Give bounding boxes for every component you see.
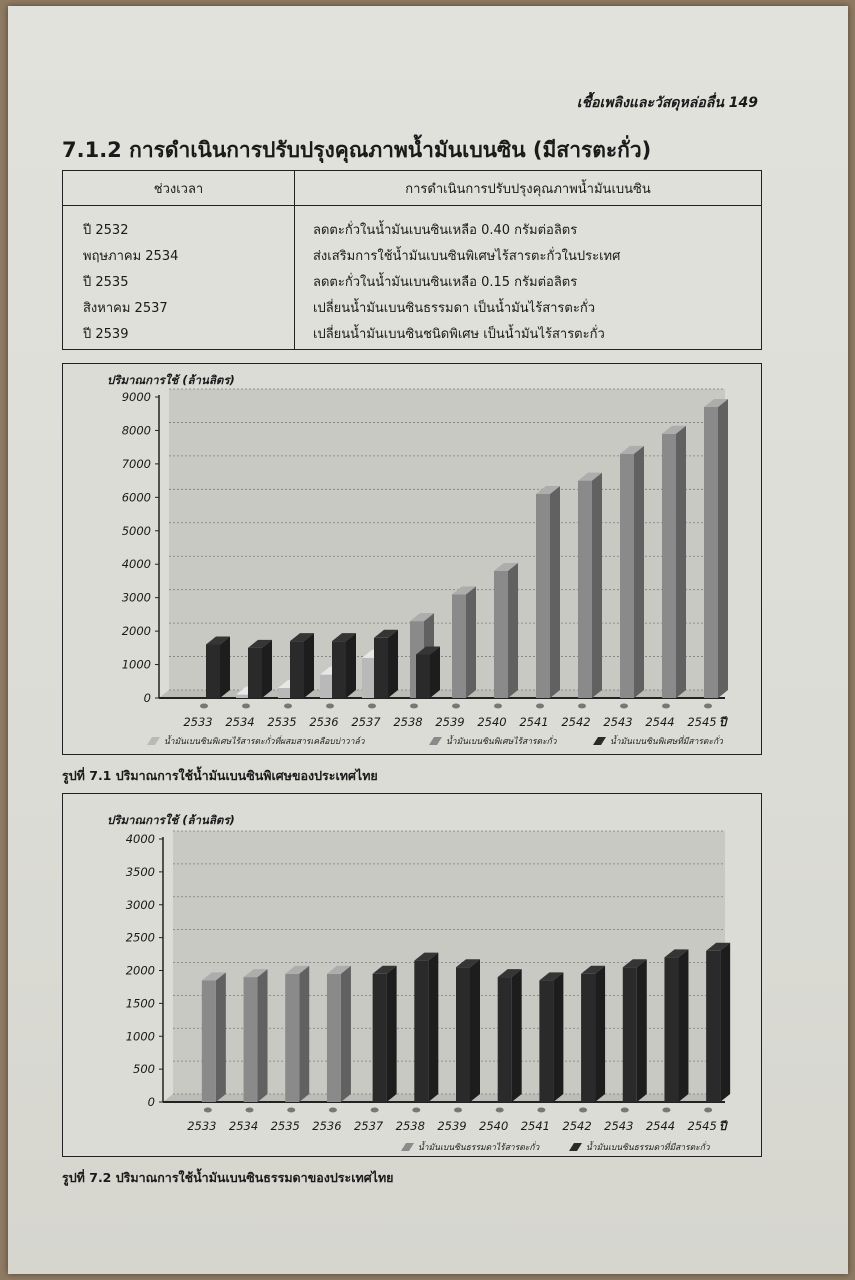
bar: [362, 658, 376, 698]
bar: [494, 571, 508, 698]
header-period: ช่วงเวลา: [63, 171, 295, 205]
section-title: 7.1.2 การดำเนินการปรับปรุงคุณภาพน้ำมันเบนซิน (มีสารตะกั่ว): [62, 138, 652, 162]
x-tick-label: 2536: [309, 715, 339, 729]
legend-swatch: [147, 737, 160, 745]
period-cell: สิงหาคม 2537: [83, 301, 168, 316]
y-tick-label: 500: [133, 1062, 155, 1077]
x-tick-label: 2542: [562, 1119, 592, 1133]
y-tick-label: 3000: [121, 590, 151, 605]
x-tick-label: 2533: [187, 1119, 217, 1133]
running-head: เชื้อเพลิงและวัสดุหล่อลื่น 149: [576, 95, 758, 111]
bar: [456, 967, 470, 1102]
bar: [202, 980, 216, 1102]
x-tick-label: 2545: [687, 715, 717, 729]
bar: [623, 967, 637, 1102]
period-cell: ปี 2539: [83, 327, 129, 342]
bar-side: [718, 399, 728, 698]
legend-swatch: [593, 737, 606, 745]
bar: [278, 688, 292, 698]
base-marker: [704, 1108, 712, 1113]
bar: [327, 974, 341, 1102]
x-tick-label: 2540: [479, 1119, 509, 1133]
bar-side: [430, 647, 440, 698]
bar-side: [678, 949, 688, 1102]
base-marker: [537, 1108, 545, 1113]
bar: [285, 974, 299, 1102]
base-marker: [329, 1108, 337, 1113]
action-cell: ส่งเสริมการใช้น้ำมันเบนซินพิเศษไร้สารตะกั่วในประเทศ: [313, 249, 621, 264]
x-tick-label: 2542: [561, 715, 591, 729]
bar: [290, 641, 304, 698]
action-cell: ลดตะกั่วในน้ำมันเบนซินเหลือ 0.40 กรัมต่อลิตร: [313, 223, 578, 238]
x-axis-label: ปี: [719, 1119, 727, 1133]
period-cell: ปี 2535: [83, 275, 129, 290]
y-axis-label: ปริมาณการใช้ (ล้านลิตร): [107, 373, 235, 387]
timeline-body: [63, 206, 761, 350]
legend-swatch: [429, 737, 442, 745]
x-tick-label: 2535: [267, 715, 297, 729]
y-tick-label: 6000: [121, 490, 151, 505]
bar-side: [637, 959, 647, 1102]
bar-side: [550, 486, 560, 698]
bar: [332, 641, 346, 698]
y-tick-label: 1500: [125, 996, 155, 1011]
bar: [620, 454, 634, 698]
chart-premium-svg: [63, 364, 763, 756]
x-tick-label: 2543: [603, 715, 633, 729]
bar: [248, 648, 262, 698]
bar-side: [299, 966, 309, 1102]
legend-label: น้ำมันเบนซินพิเศษไร้สารตะกั่ว: [446, 737, 557, 747]
base-marker: [410, 704, 418, 709]
bar: [452, 594, 466, 698]
x-tick-label: 2540: [477, 715, 507, 729]
chart-premium-gasoline: [62, 363, 762, 755]
period-cell: พฤษภาคม 2534: [83, 249, 179, 264]
base-marker: [621, 1108, 629, 1113]
bar-side: [346, 633, 356, 698]
bar-side: [387, 966, 397, 1102]
x-tick-label: 2541: [520, 1119, 551, 1133]
y-tick-label: 3500: [125, 864, 155, 879]
bar-side: [512, 969, 522, 1102]
bar: [244, 977, 258, 1102]
base-marker: [200, 704, 208, 709]
bar: [320, 675, 334, 698]
action-cell: เปลี่ยนน้ำมันเบนซินชนิดพิเศษ เป็นน้ำมันไร้สารตะกั่ว: [313, 327, 605, 342]
x-tick-label: 2538: [393, 715, 423, 729]
base-marker: [496, 1108, 504, 1113]
header-action: การดำเนินการปรับปรุงคุณภาพน้ำมันเบนซิน: [405, 181, 651, 197]
base-marker: [620, 704, 628, 709]
y-tick-label: 4000: [125, 832, 155, 846]
x-axis-label: ปี: [719, 715, 727, 729]
legend-swatch: [569, 1143, 582, 1151]
timeline-header-row: [63, 171, 761, 206]
base-marker: [284, 704, 292, 709]
bar: [374, 638, 388, 698]
x-tick-label: 2534: [228, 1119, 259, 1133]
base-marker: [704, 704, 712, 709]
action-cell: ลดตะกั่วในน้ำมันเบนซินเหลือ 0.15 กรัมต่อลิตร: [313, 275, 578, 290]
timeline-table: [62, 170, 762, 350]
action-column: [295, 206, 761, 350]
bar: [536, 494, 550, 698]
bar: [662, 434, 676, 698]
base-marker: [204, 1108, 212, 1113]
y-tick-label: 7000: [121, 456, 151, 471]
period-cell: ปี 2532: [83, 223, 129, 238]
bar-side: [676, 426, 686, 698]
period-column: [63, 206, 295, 350]
figure1-caption: รูปที่ 7.1 ปริมาณการใช้น้ำมันเบนซินพิเศษของประเทศไทย: [62, 768, 378, 783]
bar-side: [592, 473, 602, 698]
x-tick-label: 2534: [225, 715, 255, 729]
bar-side: [262, 640, 272, 698]
bar: [581, 974, 595, 1102]
bar: [706, 951, 720, 1102]
bar: [416, 655, 430, 698]
y-tick-label: 0: [143, 691, 151, 705]
y-tick-label: 4000: [121, 557, 151, 572]
x-tick-label: 2544: [645, 1119, 676, 1133]
bar: [704, 407, 718, 698]
figure2-caption: รูปที่ 7.2 ปริมาณการใช้น้ำมันเบนซินธรรมดาของประเทศไทย: [62, 1170, 394, 1185]
bar: [578, 481, 592, 698]
x-tick-label: 2545: [687, 1119, 717, 1133]
x-tick-label: 2539: [435, 715, 465, 729]
base-marker: [287, 1108, 295, 1113]
base-marker: [494, 704, 502, 709]
base-marker: [412, 1108, 420, 1113]
base-marker: [662, 1108, 670, 1113]
base-marker: [326, 704, 334, 709]
y-tick-label: 1000: [121, 657, 151, 672]
bar-side: [216, 972, 226, 1102]
bar-side: [634, 446, 644, 698]
x-tick-label: 2537: [351, 715, 381, 729]
bar-side: [553, 972, 563, 1102]
x-tick-label: 2535: [270, 1119, 300, 1133]
bar-side: [595, 966, 605, 1102]
x-tick-label: 2538: [395, 1119, 425, 1133]
y-tick-label: 2000: [125, 963, 155, 978]
base-marker: [371, 1108, 379, 1113]
base-marker: [454, 1108, 462, 1113]
base-marker: [246, 1108, 254, 1113]
legend-label: น้ำมันเบนซินธรรมดาที่มีสารตะกั่ว: [586, 1143, 710, 1153]
bar: [206, 644, 220, 698]
bar-side: [470, 959, 480, 1102]
y-tick-label: 2500: [125, 930, 155, 945]
legend-swatch: [401, 1143, 414, 1151]
y-tick-label: 3000: [125, 897, 155, 912]
bar-side: [466, 586, 476, 698]
base-marker: [368, 704, 376, 709]
bar-side: [428, 953, 438, 1102]
bar-side: [720, 943, 730, 1102]
bar: [498, 977, 512, 1102]
base-marker: [579, 1108, 587, 1113]
chart-regular-gasoline: [62, 793, 762, 1157]
legend-label: น้ำมันเบนซินธรรมดาไร้สารตะกั่ว: [418, 1143, 540, 1153]
y-tick-label: 1000: [125, 1029, 155, 1044]
bar: [539, 980, 553, 1102]
bar-side: [304, 633, 314, 698]
x-tick-label: 2541: [519, 715, 549, 729]
bar-side: [341, 966, 351, 1102]
action-cell: เปลี่ยนน้ำมันเบนซินธรรมดา เป็นน้ำมันไร้สารตะกั่ว: [313, 301, 596, 316]
book-page: [8, 6, 848, 1274]
base-marker: [536, 704, 544, 709]
bar: [236, 695, 250, 698]
bar: [373, 974, 387, 1102]
y-tick-label: 9000: [121, 390, 151, 404]
base-marker: [452, 704, 460, 709]
bar: [664, 957, 678, 1102]
base-marker: [578, 704, 586, 709]
bar: [414, 961, 428, 1102]
legend-label: น้ำมันเบนซินพิเศษที่มีสารตะกั่ว: [610, 737, 723, 747]
x-tick-label: 2536: [312, 1119, 342, 1133]
x-tick-label: 2544: [645, 715, 675, 729]
bar-side: [508, 563, 518, 698]
y-axis-label: ปริมาณการใช้ (ล้านลิตร): [107, 813, 235, 827]
y-tick-label: 5000: [121, 523, 151, 538]
base-marker: [242, 704, 250, 709]
y-tick-label: 2000: [121, 624, 151, 639]
x-tick-label: 2543: [604, 1119, 634, 1133]
legend-label: น้ำมันเบนซินพิเศษไร้สารตะกั่วที่ผสมสารเคลือบบ่าวาล์ว: [164, 737, 365, 747]
y-tick-label: 8000: [121, 423, 151, 438]
bar-side: [220, 636, 230, 698]
base-marker: [662, 704, 670, 709]
y-tick-label: 0: [147, 1095, 155, 1109]
chart-regular-svg: [63, 794, 763, 1158]
bar-side: [258, 969, 268, 1102]
x-tick-label: 2539: [437, 1119, 467, 1133]
bar-side: [388, 630, 398, 698]
x-tick-label: 2533: [183, 715, 213, 729]
x-tick-label: 2537: [353, 1119, 384, 1133]
